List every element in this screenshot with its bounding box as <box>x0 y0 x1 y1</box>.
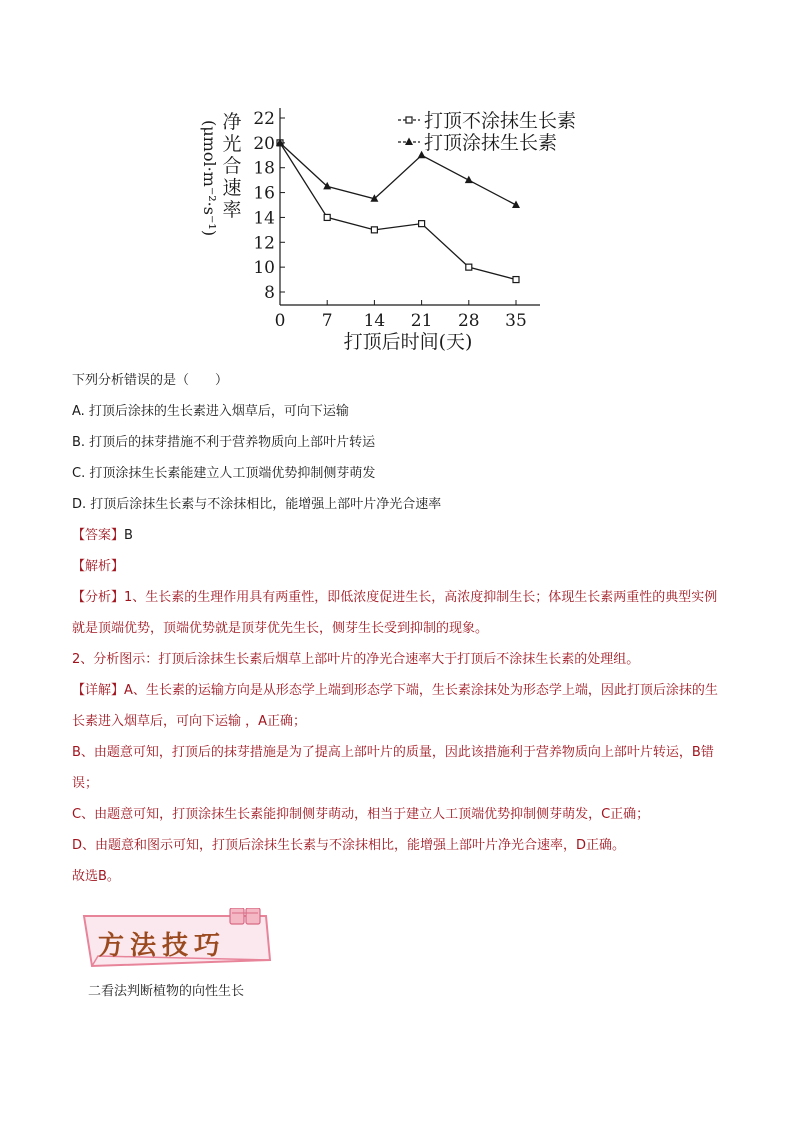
data-point <box>513 277 519 283</box>
answer-label: 【答案】 <box>72 528 125 543</box>
y-tick-label: 16 <box>253 183 275 204</box>
tips-subtitle: 二看法判断植物的向性生长 <box>88 984 245 999</box>
x-tick-label: 0 <box>274 311 286 331</box>
analysis-paragraph-1 <box>72 582 724 644</box>
y-tick-label: 20 <box>253 133 275 154</box>
net-photosynthesis-line-chart <box>190 100 610 360</box>
legend-marker <box>405 138 413 146</box>
x-tick-label: 28 <box>457 311 480 331</box>
legend-item <box>398 110 576 132</box>
data-point <box>466 264 472 270</box>
legend-marker <box>406 117 412 123</box>
y-tick-label: 22 <box>253 109 275 129</box>
tips-title: 方法技巧 <box>98 931 227 961</box>
x-tick-label: 14 <box>363 311 386 331</box>
conclusion: 故选B。 <box>72 869 120 884</box>
option-a: A. 打顶后涂抹的生长素进入烟草后，可向下运输 <box>72 404 349 419</box>
option-c: C. 打顶涂抹生长素能建立人工顶端优势抑制侧芽萌发 <box>72 466 376 481</box>
analysis-label: 【解析】 <box>72 559 125 574</box>
data-point <box>419 221 425 227</box>
y-label-char: 率 <box>222 199 242 221</box>
detail-c: C、由题意可知，打顶涂抹生长素能抑制侧芽萌动，相当于建立人工顶端优势抑制侧芽萌发，C正确； <box>72 807 650 822</box>
y-label-char: 合 <box>222 155 242 177</box>
answer-value: B <box>124 528 133 543</box>
detail-label: 【详解】 <box>72 683 125 698</box>
data-point <box>324 214 330 220</box>
y-tick-label: 10 <box>253 258 275 279</box>
detail-b: B、由题意可知，打顶后的抹芽措施是为了提高上部叶片的质量，因此该措施利于营养物质向上部叶片转运，B错误； <box>72 745 714 791</box>
x-tick-label: 35 <box>505 311 527 331</box>
y-tick-label: 8 <box>264 283 275 303</box>
detail-a <box>72 675 724 737</box>
chart-legend <box>398 110 576 154</box>
legend-label: 打顶不涂抹生长素 <box>424 110 577 132</box>
y-axis-label <box>200 111 242 236</box>
chart-series <box>276 138 520 282</box>
question-stem: 下列分析错误的是（ ） <box>72 373 229 388</box>
analysis-paragraph-2: 2、分析图示：打顶后涂抹生长素后烟草上部叶片的净光合速率大于打顶后不涂抹生长素的处理组。 <box>72 652 640 667</box>
option-b: B. 打顶后的抹芽措施不利于营养物质向上部叶片转运 <box>72 435 376 450</box>
x-tick-label: 21 <box>410 311 433 331</box>
x-tick-label: 7 <box>321 311 333 331</box>
data-point <box>371 227 377 233</box>
y-label-char: 净 <box>222 111 242 133</box>
detail-d: D、由题意和图示可知，打顶后涂抹生长素与不涂抹相比，能增强上部叶片净光合速率，D正确。 <box>72 838 626 853</box>
legend-label: 打顶涂抹生长素 <box>424 132 558 154</box>
answer-line <box>72 527 133 545</box>
analysis-label-2: 【分析】 <box>72 590 125 605</box>
option-d: D. 打顶后涂抹生长素与不涂抹相比，能增强上部叶片净光合速率 <box>72 497 442 512</box>
y-tick-label: 12 <box>253 233 275 254</box>
series-untreated <box>277 140 519 283</box>
y-label-char: 速 <box>222 177 242 199</box>
legend-item <box>398 132 557 154</box>
analysis-text-1: 1、生长素的生理作用具有两重性，即低浓度促进生长，高浓度抑制生长；体现生长素两重性的典型实例就是顶端优势，顶端优势就是顶芽优先生长，侧芽生长受到抑制的现象。 <box>72 590 718 636</box>
y-tick-label: 18 <box>253 158 275 179</box>
x-axis-label: 打顶后时间(天) <box>343 331 473 353</box>
detail-a-text: A、生长素的运输方向是从形态学上端到形态学下端，生长素涂抹处为形态学上端，因此打顶后涂抹的生长素进入烟草后，可向下运输 ，A正确； <box>72 683 718 729</box>
y-label-char: 光 <box>222 133 242 155</box>
series-line <box>280 143 516 280</box>
y-axis-unit: (μmol·m⁻²·s⁻¹) <box>200 120 219 237</box>
y-tick-label: 14 <box>253 208 275 229</box>
